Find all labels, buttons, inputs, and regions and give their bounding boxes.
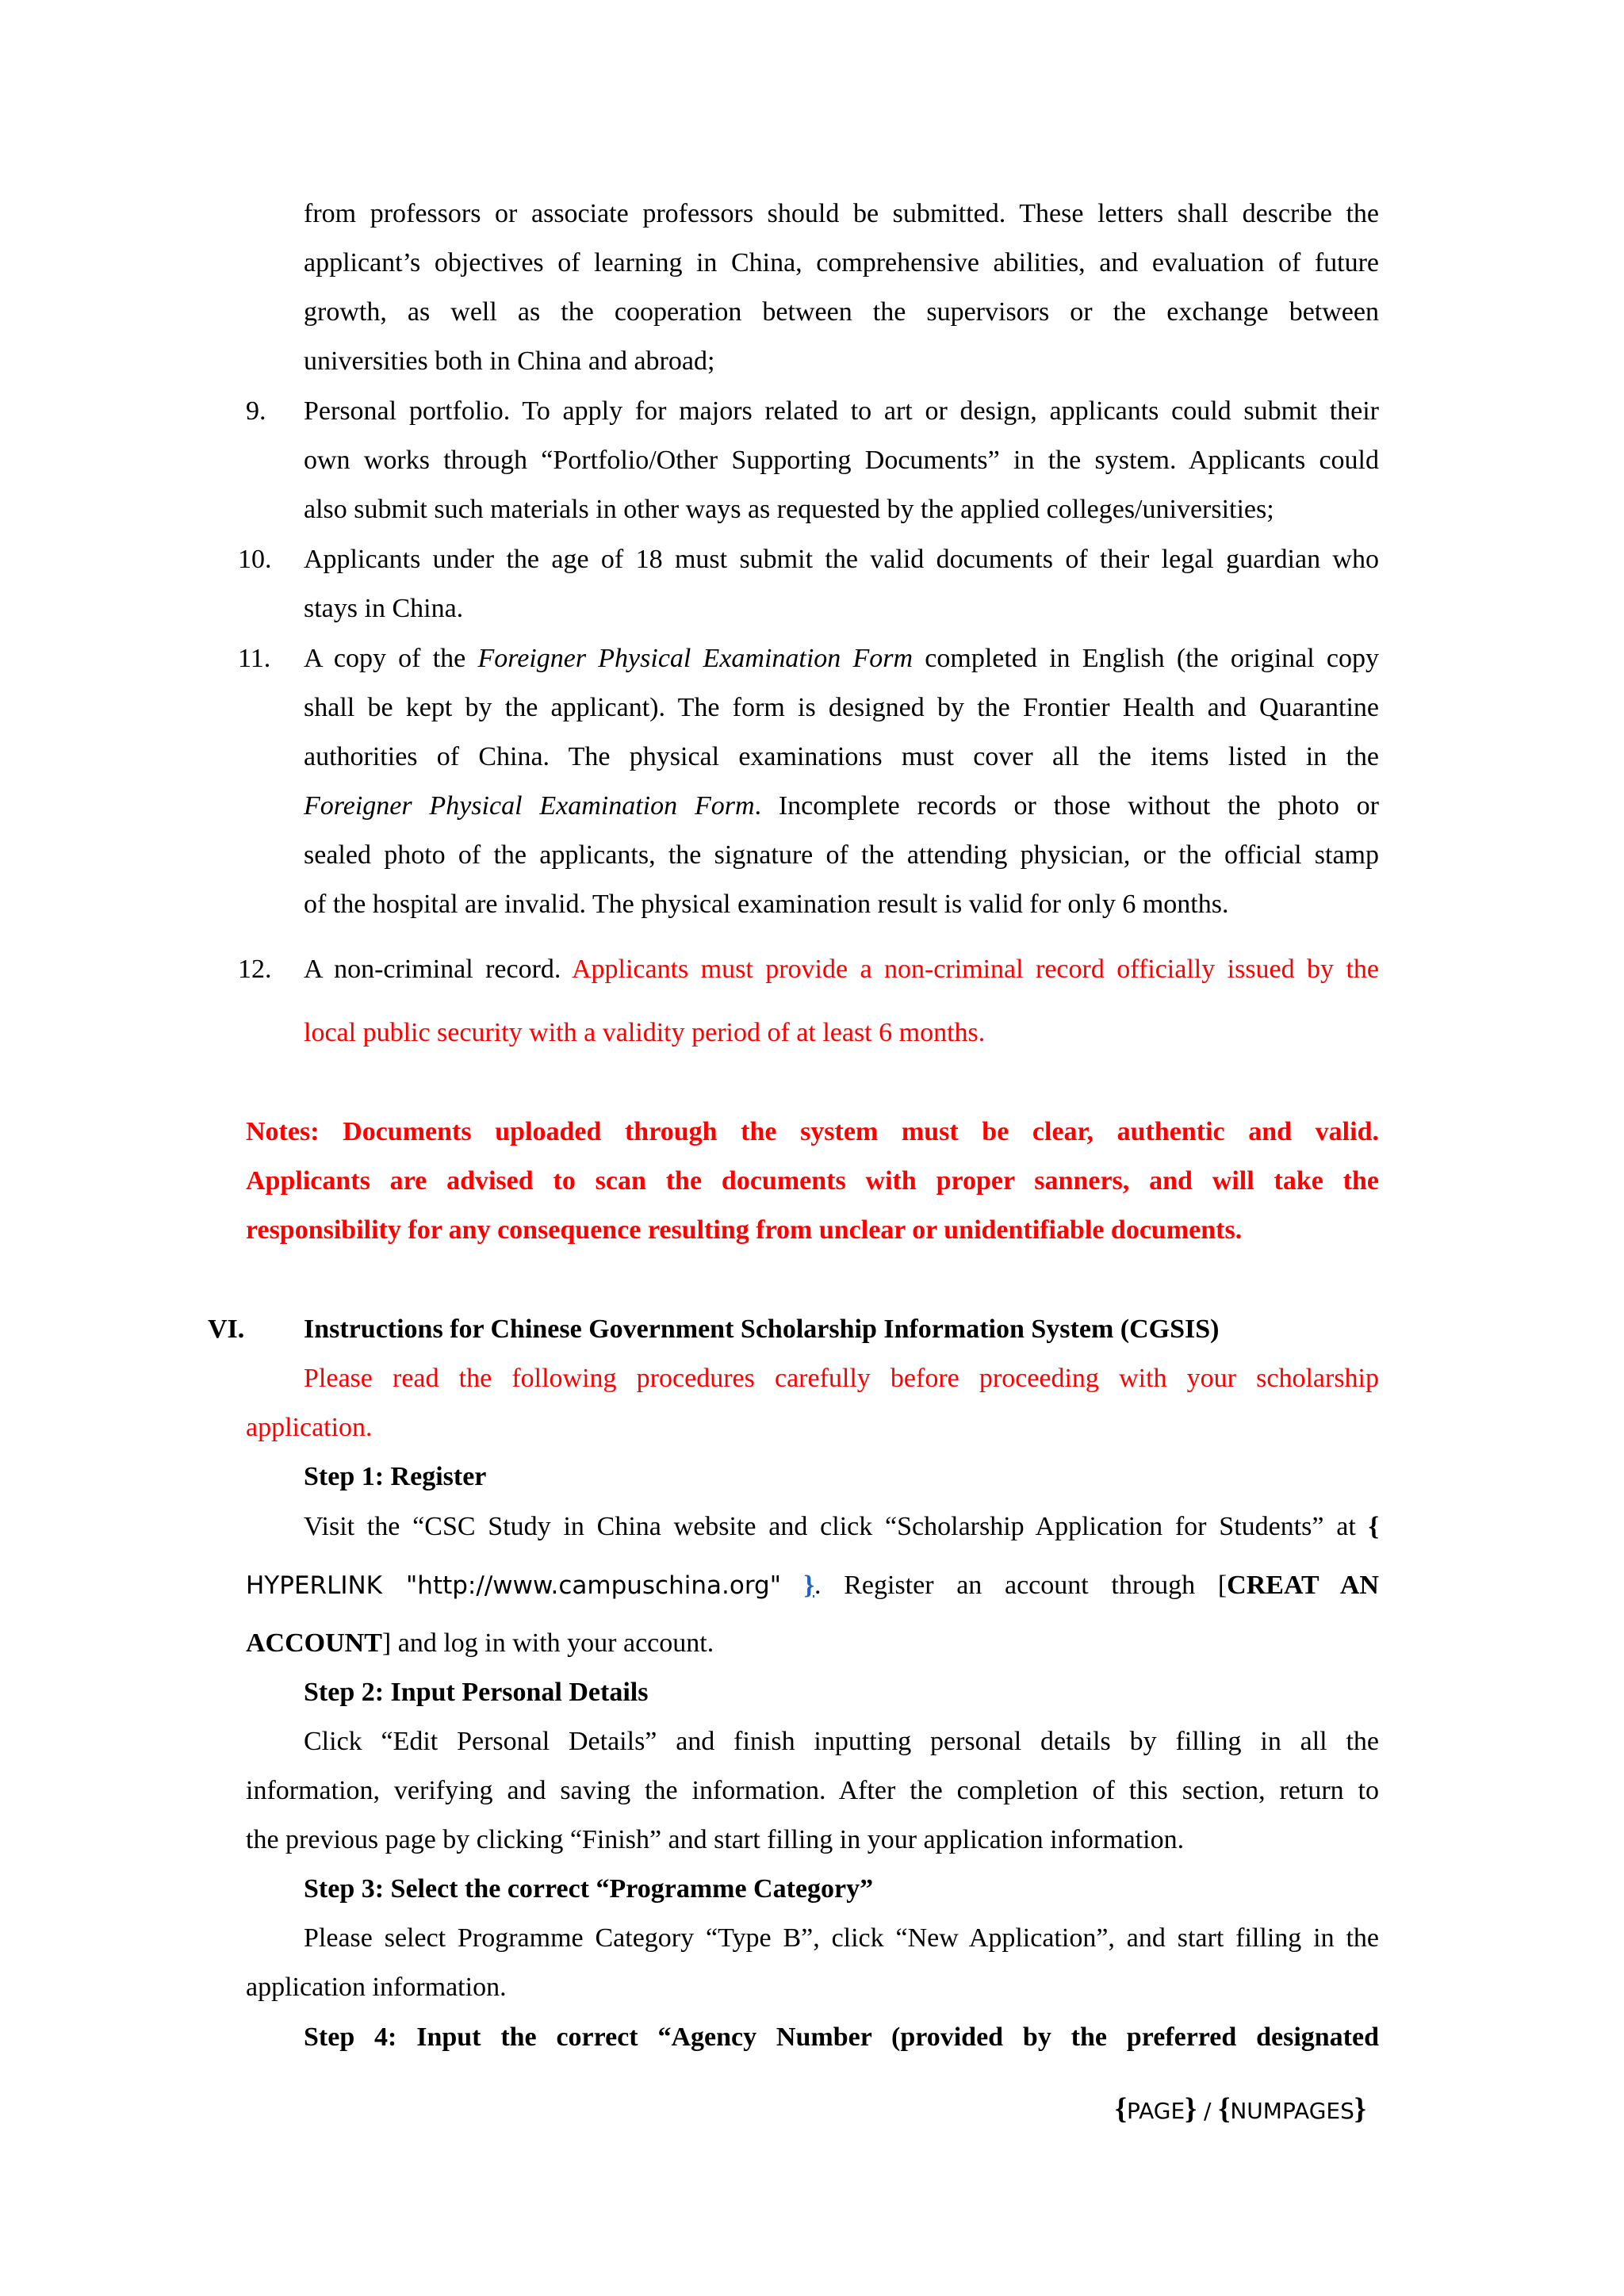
notes-line: Notes: Documents uploaded through the system must be clear, authentic and valid.	[246, 1117, 1379, 1146]
list-item-line: shall be kept by the applicant). The form is designed by the Frontier Health and Quarantine	[304, 693, 1379, 722]
list-item-line	[304, 643, 1379, 675]
list-number: 12.	[238, 955, 272, 984]
create-account-label: CREAT AN	[1227, 1571, 1379, 1600]
step-heading: Step 1: Register	[304, 1462, 487, 1491]
field-open-brace: {	[1218, 2092, 1231, 2126]
text-run: ] and log in with your account.	[381, 1628, 714, 1658]
text-run: . Register an account through [	[814, 1571, 1228, 1600]
list-item-line: Applicants under the age of 18 must submit the valid documents of their legal guardian who	[304, 545, 1379, 574]
step-line	[246, 1570, 1379, 1601]
list-number: 11.	[238, 644, 271, 673]
step-heading: Step 3: Select the correct “Programme Category”	[304, 1874, 874, 1904]
list-item-line	[304, 954, 1379, 985]
list-number: 9.	[246, 396, 266, 426]
paragraph-line: growth, as well as the cooperation between the supervisors or the exchange between	[304, 297, 1379, 327]
page-separator: /	[1197, 2098, 1219, 2124]
create-account-label: ACCOUNT	[246, 1628, 382, 1658]
paragraph-line: universities both in China and abroad;	[304, 346, 715, 376]
requirement-red-text: Applicants must provide a non-criminal record officially issued by the	[571, 955, 1379, 984]
step-line: the previous page by clicking “Finish” and start filling in your application information.	[246, 1825, 1185, 1854]
list-item-line: of the hospital are invalid. The physical examination result is valid for only 6 months.	[304, 890, 1229, 919]
requirement-red-text: local public security with a validity period of at least 6 months.	[304, 1018, 986, 1047]
paragraph-line: applicant’s objectives of learning in China, comprehensive abilities, and evaluation of future	[304, 248, 1379, 277]
step-line: Please select Programme Category “Type B”, click “New Application”, and start filling in the	[304, 1923, 1379, 1953]
step-line: information, verifying and saving the information. After the completion of this section, return to	[246, 1776, 1379, 1805]
section-number: VI.	[208, 1314, 245, 1344]
list-number: 10.	[238, 545, 272, 574]
text-run: completed in English (the original copy	[913, 644, 1379, 673]
page-field: PAGE	[1126, 2098, 1185, 2124]
text-run: A non-criminal record.	[304, 955, 572, 984]
list-item-line: own works through “Portfolio/Other Supporting Documents” in the system. Applicants could	[304, 446, 1379, 475]
notes-line: Applicants are advised to scan the documents with proper sanners, and will take the	[246, 1166, 1379, 1196]
step-line: Click “Edit Personal Details” and finish inputting personal details by filling in all the	[304, 1727, 1379, 1756]
page-number-footer	[1115, 2093, 1366, 2127]
step-heading: Step 4: Input the correct “Agency Number (provided by the preferred designated	[304, 2022, 1379, 2052]
text-run: Visit the “CSC Study in China website and click “Scholarship Application for Students” at	[304, 1512, 1356, 1541]
numpages-field: NUMPAGES	[1230, 2098, 1354, 2124]
form-title-italic: Foreigner Physical Examination Form	[304, 791, 755, 821]
text-run: . Incomplete records or those without the photo or	[754, 791, 1379, 821]
step-line	[304, 1511, 1379, 1543]
step-line	[246, 1628, 714, 1659]
field-open-brace: {	[1115, 2092, 1127, 2126]
list-item-line: Personal portfolio. To apply for majors related to art or design, applicants could submit their	[304, 396, 1379, 426]
form-title-italic: Foreigner Physical Examination Form	[477, 644, 914, 673]
list-item-line: authorities of China. The physical examinations must cover all the items listed in the	[304, 742, 1379, 771]
section-intro-line: Please read the following procedures carefully before proceeding with your scholarship	[304, 1364, 1379, 1393]
section-title: Instructions for Chinese Government Scholarship Information System (CGSIS)	[304, 1314, 1220, 1344]
notes-line: responsibility for any consequence resulting from unclear or unidentifiable documents.	[246, 1215, 1243, 1245]
list-item-line	[304, 790, 1379, 822]
step-heading: Step 2: Input Personal Details	[304, 1678, 649, 1707]
field-close-brace: }	[1185, 2092, 1197, 2126]
list-item-line: also submit such materials in other ways as requested by the applied colleges/universities;	[304, 495, 1274, 524]
field-code-brace: {	[1368, 1512, 1379, 1541]
step-line: application information.	[246, 1973, 507, 2002]
list-item-line: sealed photo of the applicants, the signature of the attending physician, or the official stamp	[304, 840, 1379, 870]
paragraph-line: from professors or associate professors should be submitted. These letters shall describe the	[304, 199, 1379, 228]
hyperlink-brace[interactable]: }	[803, 1571, 815, 1600]
field-close-brace: }	[1354, 2092, 1366, 2126]
text-run: A copy of the	[304, 644, 478, 673]
section-intro-line: application.	[246, 1413, 373, 1442]
hyperlink-field-code[interactable]: HYPERLINK "http://www.campuschina.org"	[246, 1571, 781, 1600]
list-item-line: stays in China.	[304, 594, 464, 623]
